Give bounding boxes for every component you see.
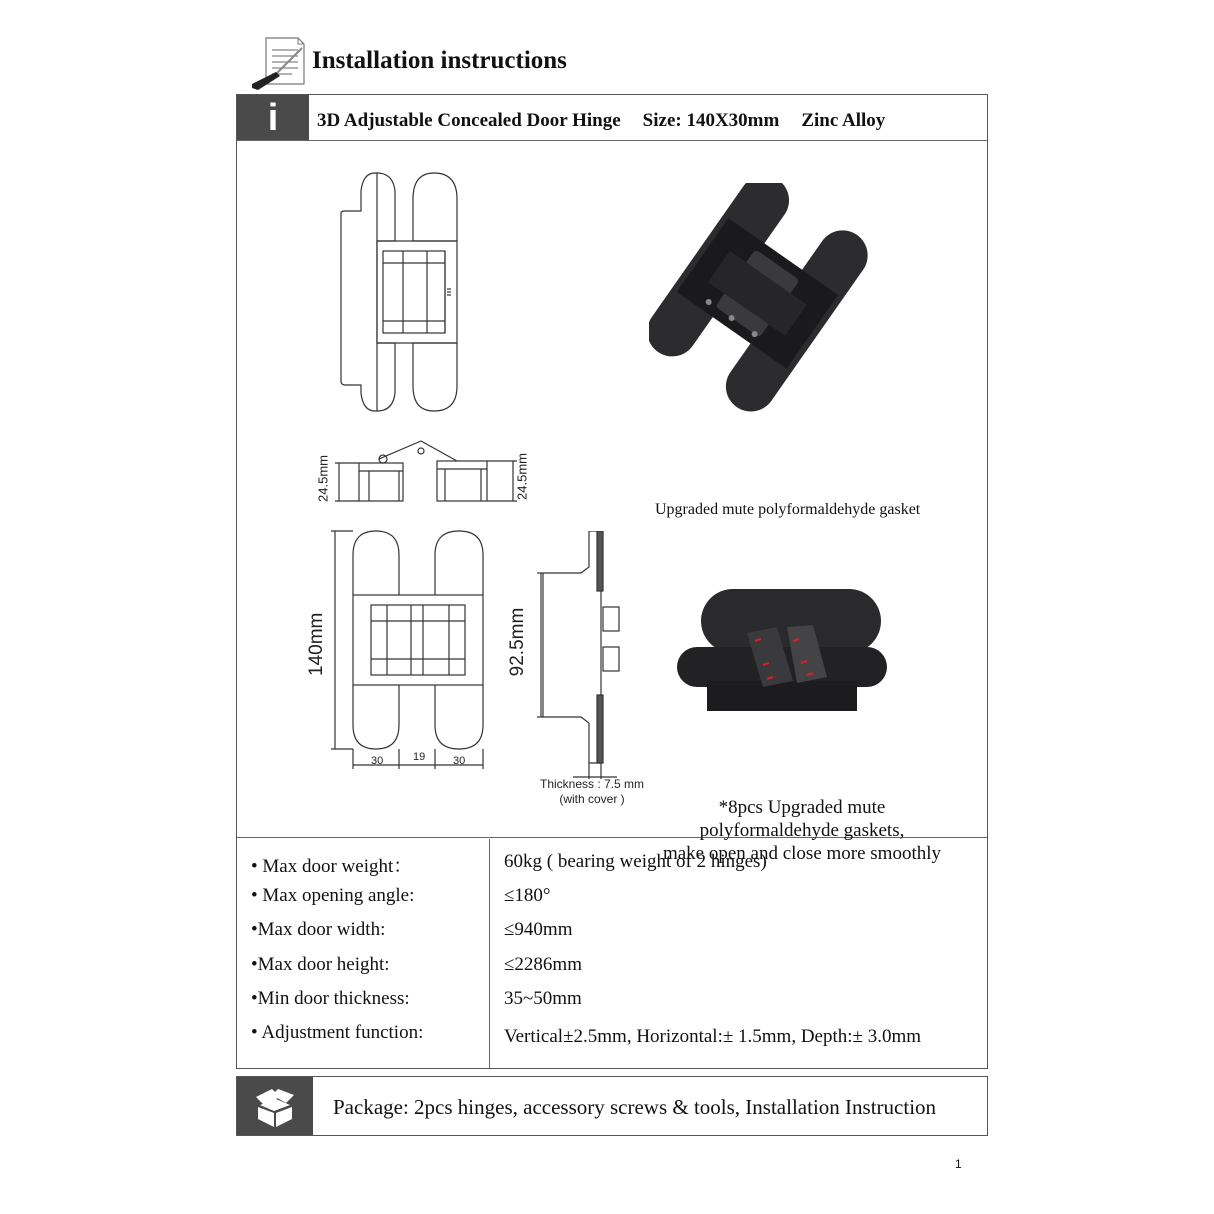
- spec-label: •Max door width:: [251, 919, 386, 941]
- product-material: Zinc Alloy: [801, 109, 886, 131]
- package-icon-box: [237, 1077, 313, 1135]
- spec-value: ≤180°: [504, 885, 551, 907]
- spec-value: ≤2286mm: [504, 953, 582, 975]
- hinge-profile-drawing-icon: [533, 531, 643, 791]
- hinge-side-drawing-icon: [329, 437, 529, 509]
- product-name: 3D Adjustable Concealed Door Hinge: [317, 109, 621, 131]
- dim-side-height-left: 24.5mm: [315, 455, 331, 502]
- spec-value: 60kg ( bearing weight of 2 hinges): [504, 851, 767, 872]
- spec-labels-column: [237, 839, 490, 1068]
- dim-total-length: 140mm: [306, 612, 327, 676]
- spec-label: • Max door weight：: [251, 856, 413, 877]
- photo-caption-bottom: *8pcs Upgraded mute polyformaldehyde gaskets, make open and close more smoothly: [662, 797, 942, 864]
- document-screwdriver-icon: [246, 36, 308, 92]
- dim-width-left: 30: [371, 755, 384, 767]
- spec-label: • Max opening angle:: [251, 885, 415, 907]
- page-header: [246, 36, 567, 92]
- dim-body-length: 92.5mm: [507, 607, 528, 677]
- page-number: 1: [955, 1157, 962, 1171]
- product-header-bar: [237, 95, 987, 141]
- spec-value: Vertical±2.5mm, Horizontal:± 1.5mm, Depth:± 3.0mm: [504, 1025, 922, 1047]
- spec-value: ≤940mm: [504, 919, 573, 941]
- page-title: Installation instructions: [312, 47, 567, 74]
- spec-label: •Min door thickness:: [251, 987, 410, 1009]
- info-icon-box: [237, 95, 309, 140]
- package-bar: [236, 1076, 988, 1136]
- dim-side-height-right: 24.5mm: [514, 453, 530, 500]
- hinge-front-drawing-icon: [333, 171, 465, 416]
- photo-caption-top: Upgraded mute polyformaldehyde gasket: [655, 501, 921, 518]
- spec-values-column: [490, 839, 987, 1068]
- package-contents: Package: 2pcs hinges, accessory screws & tools, Installation Instruction: [333, 1094, 937, 1119]
- package-box-icon: [250, 1083, 300, 1129]
- spec-sheet-frame: [236, 94, 988, 1069]
- product-size: Size: 140X30mm: [642, 109, 780, 131]
- dim-width-middle: 19: [413, 751, 426, 763]
- hinge-dimension-drawing-icon: [327, 527, 497, 771]
- specs-table: [237, 839, 987, 1068]
- thickness-label: Thickness : 7.5 mm (with cover ): [539, 777, 645, 806]
- spec-label: • Adjustment function:: [251, 1021, 424, 1043]
- hinge-photo-bottom: [667, 581, 947, 721]
- spec-value: 35~50mm: [504, 987, 582, 1009]
- spec-label: •Max door height:: [251, 953, 390, 975]
- dim-width-right: 30: [453, 755, 466, 767]
- hinge-photo-top: [649, 183, 879, 413]
- info-icon: i: [267, 96, 279, 139]
